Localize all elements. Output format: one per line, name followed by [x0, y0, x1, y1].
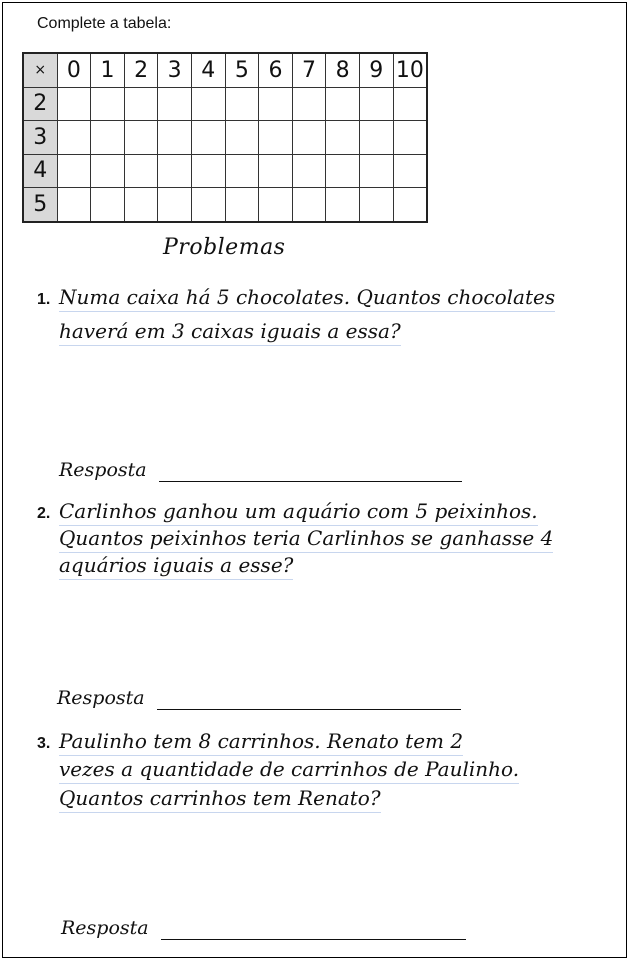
answer-cell[interactable]: [225, 154, 259, 188]
answer-cell[interactable]: [91, 188, 125, 222]
answer-cell[interactable]: [57, 121, 91, 155]
answer-cell[interactable]: [158, 87, 192, 121]
table-row: [23, 121, 427, 155]
answer-cell[interactable]: [91, 121, 125, 155]
problem-text-line: aquários iguais a esse?: [59, 553, 293, 580]
column-header: 0: [57, 53, 91, 87]
instruction-text: Complete a tabela:: [37, 15, 172, 32]
problem-text-line: Carlinhos ganhou um aquário com 5 peixinhos.: [59, 499, 538, 526]
answer-cell[interactable]: [57, 154, 91, 188]
answer-cell[interactable]: [259, 154, 293, 188]
answer-cell[interactable]: [292, 87, 326, 121]
answer-cell[interactable]: [124, 188, 158, 222]
answer-line[interactable]: [161, 939, 466, 940]
answer-cell[interactable]: [359, 87, 393, 121]
answer-cell[interactable]: [292, 121, 326, 155]
table-header-row: [23, 53, 427, 87]
answer-cell[interactable]: [259, 87, 293, 121]
answer-cell[interactable]: [158, 188, 192, 222]
column-header: 9: [359, 53, 393, 87]
answer-cell[interactable]: [292, 154, 326, 188]
table-row: [23, 154, 427, 188]
problem-number: 2.: [37, 505, 51, 522]
answer-label: Resposta: [61, 917, 149, 939]
answer-cell[interactable]: [57, 188, 91, 222]
table-row: [23, 87, 427, 121]
answer-cell[interactable]: [393, 87, 427, 121]
problem-text-line: vezes a quantidade de carrinhos de Paulinho.: [59, 757, 519, 784]
column-header: 8: [326, 53, 360, 87]
row-header: 2: [23, 87, 57, 121]
answer-cell[interactable]: [393, 154, 427, 188]
answer-cell[interactable]: [225, 87, 259, 121]
answer-cell[interactable]: [326, 188, 360, 222]
answer-cell[interactable]: [124, 154, 158, 188]
answer-cell[interactable]: [393, 121, 427, 155]
answer-cell[interactable]: [225, 188, 259, 222]
answer-cell[interactable]: [292, 188, 326, 222]
column-header: 1: [91, 53, 125, 87]
answer-cell[interactable]: [158, 154, 192, 188]
answer-cell[interactable]: [359, 188, 393, 222]
problem-number: 1.: [37, 291, 51, 308]
answer-label: Resposta: [57, 687, 145, 709]
row-header: 3: [23, 121, 57, 155]
answer-cell[interactable]: [326, 121, 360, 155]
answer-cell[interactable]: [259, 188, 293, 222]
problem-text-line: Quantos carrinhos tem Renato?: [59, 786, 381, 813]
column-header: 10: [393, 53, 427, 87]
answer-cell[interactable]: [191, 188, 225, 222]
column-header: 5: [225, 53, 259, 87]
answer-label: Resposta: [59, 459, 147, 481]
answer-cell[interactable]: [326, 87, 360, 121]
problem-text-line: Paulinho tem 8 carrinhos. Renato tem 2: [59, 729, 463, 756]
answer-cell[interactable]: [225, 121, 259, 155]
answer-cell[interactable]: [91, 87, 125, 121]
answer-cell[interactable]: [359, 121, 393, 155]
answer-cell[interactable]: [124, 87, 158, 121]
worksheet-page: [2, 2, 627, 958]
column-header: 4: [191, 53, 225, 87]
answer-line[interactable]: [157, 709, 461, 710]
answer-cell[interactable]: [191, 121, 225, 155]
answer-cell[interactable]: [326, 154, 360, 188]
problem-number: 3.: [37, 735, 51, 752]
multiplication-table: [22, 52, 428, 223]
answer-cell[interactable]: [191, 154, 225, 188]
column-header: 6: [259, 53, 293, 87]
answer-cell[interactable]: [91, 154, 125, 188]
answer-cell[interactable]: [158, 121, 192, 155]
answer-cell[interactable]: [191, 87, 225, 121]
table-corner-multiply-sign: ×: [23, 53, 57, 87]
answer-cell[interactable]: [124, 121, 158, 155]
column-header: 2: [124, 53, 158, 87]
problem-text-line: Numa caixa há 5 chocolates. Quantos chocolates: [59, 285, 555, 312]
answer-cell[interactable]: [359, 154, 393, 188]
problem-text-line: haverá em 3 caixas iguais a essa?: [59, 319, 401, 346]
column-header: 7: [292, 53, 326, 87]
answer-cell[interactable]: [393, 188, 427, 222]
answer-cell[interactable]: [57, 87, 91, 121]
column-header: 3: [158, 53, 192, 87]
section-title: Problemas: [163, 235, 286, 260]
problem-text-line: Quantos peixinhos teria Carlinhos se ganhasse 4: [59, 526, 553, 553]
table-row: [23, 188, 427, 222]
row-header: 5: [23, 188, 57, 222]
answer-cell[interactable]: [259, 121, 293, 155]
row-header: 4: [23, 154, 57, 188]
answer-line[interactable]: [159, 481, 462, 482]
